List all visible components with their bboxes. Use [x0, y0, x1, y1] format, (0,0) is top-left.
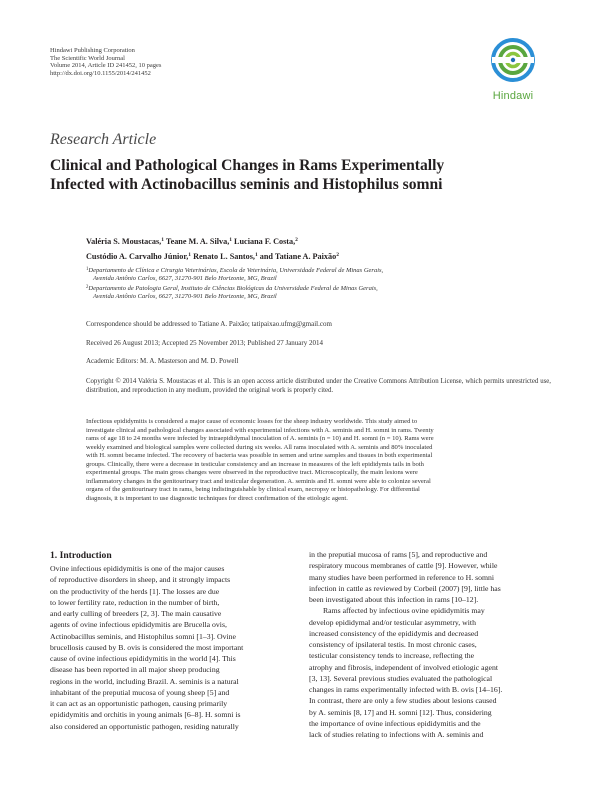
journal-name: The Scientific World Journal — [50, 54, 125, 62]
hindawi-logo-icon — [486, 35, 540, 89]
body-line: increased consistency of the epididymis and decreased — [309, 628, 479, 638]
abstract-line: rams of age 18 to 24 months were infected by intraepididymal inoculation of A. seminis (n = 10) and H. somni (n = 10). Rams were — [86, 435, 434, 443]
body-line: inhabitant of the preputial mucosa of young sheep [5] and — [50, 687, 230, 697]
author-name: Renato L. Santos, — [193, 251, 255, 261]
hindawi-logo — [486, 35, 540, 103]
author-name: and Tatiane A. Paixão — [259, 251, 337, 261]
publisher-name: Hindawi Publishing Corporation — [50, 47, 135, 54]
correspondence: Correspondence should be addressed to Tatiane A. Paixão; tatipaixao.ufmg@gmail.com — [86, 320, 332, 328]
author-name: Luciana F. Costa, — [234, 237, 296, 246]
abstract-line: investigate clinical and pathological changes associated with experimental infections with A. seminis and H. somni in rams. Twenty — [86, 426, 434, 434]
body-line: to lower fertility rate, reduction in the number of birth, — [50, 597, 220, 607]
body-line: Rams affected by infectious ovine epididymitis may — [323, 606, 485, 616]
body-line: regions in the world, including Brazil. A. seminis is a natural — [50, 676, 239, 686]
article-title — [50, 156, 560, 194]
body-line: consistency of ipsilateral testis. In most chronic cases, — [309, 640, 477, 649]
body-line: respiratory mucous membranes of cattle [9]. However, while — [309, 561, 498, 571]
body-line: of reproductive disorders in sheep, and it strongly impacts — [50, 575, 231, 585]
affiliations — [86, 266, 383, 302]
body-line: by A. seminis [8, 17] and H. somni [12]. Thus, considering — [309, 707, 492, 717]
body-line: cause of ovine infectious epididymitis in the world [4]. This — [50, 654, 236, 663]
academic-editors: Academic Editors: M. A. Masterson and M. D. Powell — [86, 357, 239, 365]
author-name: Custódio A. Carvalho Júnior, — [86, 251, 189, 261]
body-line: also considered an opportunistic pathogen, residing naturally — [50, 721, 239, 731]
abstract — [86, 418, 551, 503]
journal-header — [50, 47, 161, 77]
affil-marker: 2 — [86, 284, 89, 290]
body-line: Ovine infectious epididymitis is one of the major causes — [50, 564, 225, 573]
body-line: disease has been reported in all major sheep producing — [50, 665, 220, 675]
author-line-1 — [86, 234, 339, 249]
body-line: In contrast, there are only a few studies about lesions caused — [309, 696, 497, 706]
abstract-line: organs of the genitourinary tract in rams, being indistinguishable by clinical exam, necropsy or histopathology. For differential — [86, 486, 420, 494]
author-affil-marker: 1 — [254, 251, 258, 258]
abstract-line: Infectious epididymitis is considered a major cause of economic losses for the sheep industry worldwide. This study aimed to — [86, 418, 418, 425]
affiliation-1 — [86, 266, 383, 275]
abstract-line: diagnosis, it is important to use diagnostic techniques for direct confirmation of the etiologic agent. — [86, 494, 348, 502]
body-line: on the productivity of the herds [1]. The losses are due — [50, 586, 220, 596]
abstract-line: groups. Clinically, there were a decrease in testicular consistency and an increase in measures of the left epididymis tails in both — [86, 460, 424, 468]
title-line-2: Infected with Actinobacillus seminis and Histophilus somni — [50, 176, 443, 193]
body-line: brucellosis caused by B. ovis is considered the most important — [50, 642, 244, 652]
affiliation-2-address: Avenida Antônio Carlos, 6627, 31270-901 Belo Horizonte, MG, Brazil — [93, 293, 277, 301]
affil-marker: 1 — [86, 267, 89, 272]
author-affil-marker: 1 — [229, 237, 232, 243]
author-affil-marker: 2 — [336, 251, 339, 258]
body-column-left — [50, 563, 294, 732]
body-line: epididymitis and orchitis in young animals [6–8]. H. somni is — [50, 710, 241, 720]
hindawi-logo-text: Hindawi — [492, 90, 534, 102]
body-line: agents of ovine infectious epididymitis are Brucella ovis, — [50, 620, 227, 630]
body-line: atrophy and fibrosis, independent of involved etiologic agent — [309, 662, 498, 672]
article-type: Research Article — [50, 131, 157, 148]
abstract-line: with H. somni became infected. The recovery of bacteria was possible in semen and urine samples and tissues in both experimental — [86, 452, 433, 460]
author-affil-marker: 1 — [161, 237, 164, 243]
body-line: infection in cattle as reviewed by Corbeil (2007) [9], little has — [309, 583, 501, 593]
section-heading-introduction: 1. Introduction — [50, 550, 112, 561]
abstract-line: inflammatory changes in the genitourinary tract and testicular degeneration. A. seminis and H. somni were able to colonize several — [86, 477, 431, 485]
body-line: it can act as an opportunistic pathogen, causing primarily — [50, 699, 228, 708]
copyright-notice: Copyright © 2014 Valéria S. Moustacas et al. This is an open access article distributed under the Creative Commons Attribution License, which permits unrestricted use, distribution, and reproduction in any medium, provided the original work is properly cited. — [86, 378, 551, 394]
abstract-line: experimental groups. The main gross changes were observed in the reproductive tract. Microscopically, the main lesions were — [86, 469, 418, 477]
body-line: develop epididymal and/or testicular asymmetry, with — [309, 617, 476, 627]
body-line: lack of studies relating to infections with A. seminis and — [309, 730, 484, 739]
author-line-2 — [86, 249, 339, 264]
body-line: been investigated about this infection in rams [10–12]. — [309, 595, 479, 604]
author-name: Valéria S. Moustacas, — [86, 237, 162, 246]
author-affil-marker: 1 — [188, 251, 192, 258]
body-line: in the preputial mucosa of rams [5], and reproductive and — [309, 550, 488, 559]
publication-dates: Received 26 August 2013; Accepted 25 November 2013; Published 27 January 2014 — [86, 339, 323, 347]
body-line: and early culling of breeders [2, 3]. The main causative — [50, 609, 222, 618]
body-line: the importance of ovine infectious epididymitis and the — [309, 718, 481, 728]
body-line: [3, 13]. Several previous studies evaluated the pathological — [309, 673, 493, 683]
body-line: changes in rams experimentally infected with B. ovis [14–16]. — [309, 685, 503, 694]
affil-text: Departamento de Clínica e Cirurgia Veterinárias, Escola de Veterinária, Universidade Federal de Minas Gerais, — [88, 267, 384, 274]
affiliation-2 — [86, 284, 383, 293]
author-list — [86, 234, 339, 263]
affil-text: Departamento de Patologia Geral, Instituto de Ciências Biológicas da Universidade Federal de Minas Gerais, — [88, 284, 378, 292]
body-line: testicular consistency tends to increase, reflecting the — [309, 651, 475, 661]
abstract-line: weekly examined and biological samples were collected during six weeks. All rams inoculated with A. seminis and 80% inoculated — [86, 443, 433, 451]
doi-link[interactable]: http://dx.doi.org/10.1155/2014/241452 — [50, 69, 151, 77]
title-line-1: Clinical and Pathological Changes in Rams Experimentally — [50, 157, 445, 174]
body-line: Actinobacillus seminis, and Histophilus somni [1–3]. Ovine — [50, 631, 236, 641]
author-name: Teane M. A. Silva, — [165, 237, 230, 246]
affiliation-1-address: Avenida Antônio Carlos, 6627, 31270-901 Belo Horizonte, MG, Brazil — [93, 275, 277, 283]
body-line: many studies have been performed in reference to H. somni — [309, 572, 495, 582]
volume-info: Volume 2014, Article ID 241452, 10 pages — [50, 62, 162, 70]
body-column-right — [309, 549, 553, 740]
author-affil-marker: 2 — [295, 237, 298, 243]
